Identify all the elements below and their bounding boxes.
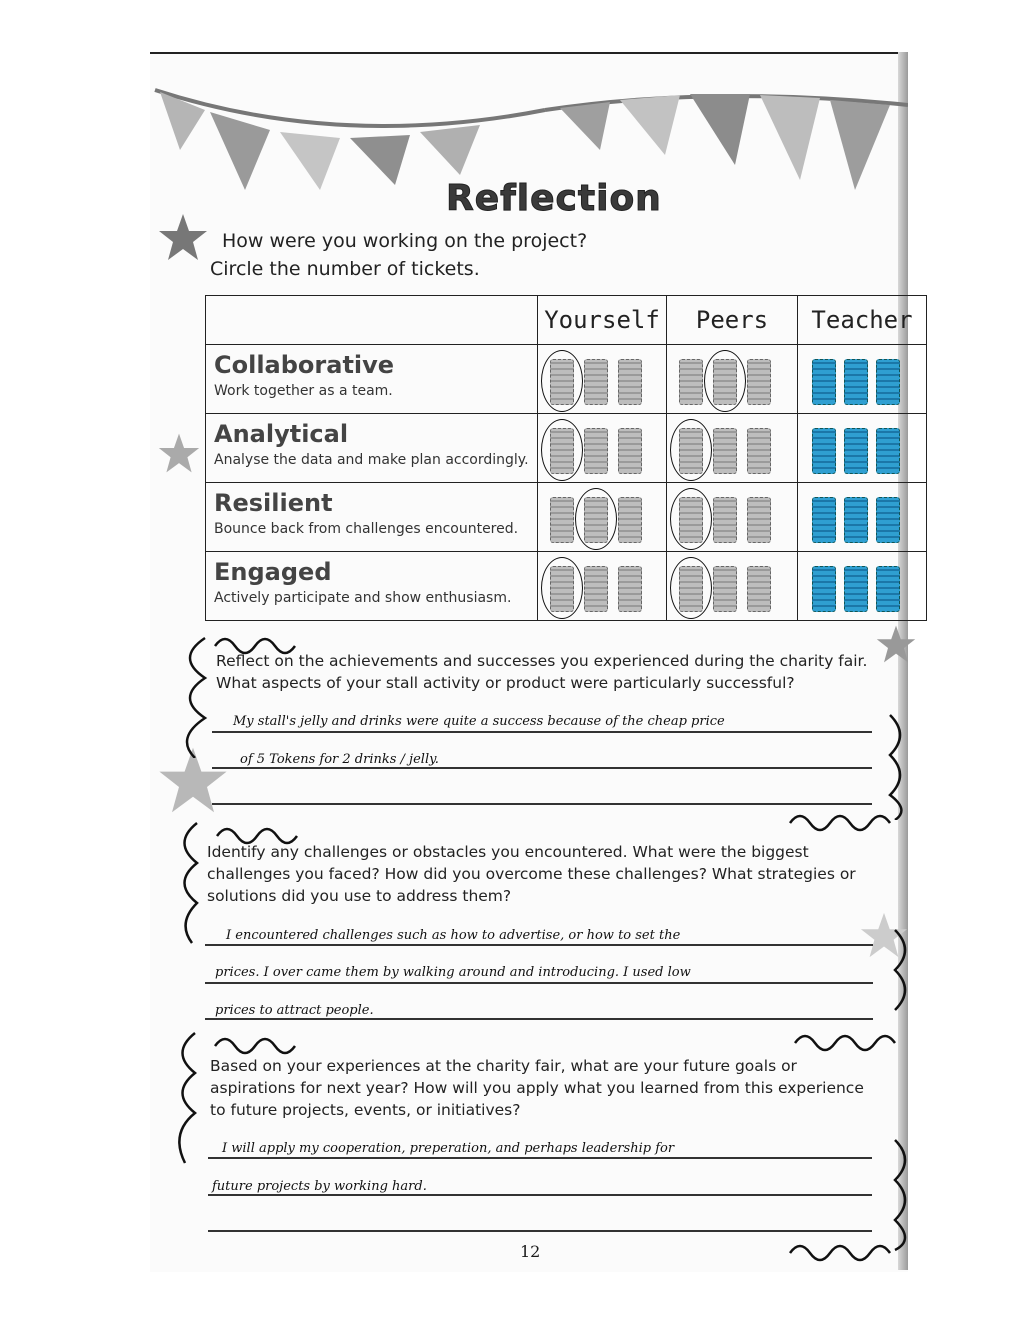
tickets-peers[interactable] xyxy=(667,552,798,621)
ticket-icon[interactable] xyxy=(876,359,900,405)
ticket-icon[interactable] xyxy=(747,566,771,612)
criterion-name: Collaborative xyxy=(214,351,395,379)
selection-circle xyxy=(670,557,712,619)
ticket-icon[interactable] xyxy=(747,359,771,405)
question-1-line-1: Reflect on the achievements and successes you experienced during the charity fair. xyxy=(216,652,868,670)
ticket-icon[interactable] xyxy=(876,497,900,543)
ticket-icon[interactable] xyxy=(618,497,642,543)
answer-3-line-2: future projects by working hard. xyxy=(212,1179,427,1194)
ticket-icon[interactable] xyxy=(618,566,642,612)
table-row xyxy=(206,345,927,414)
selection-circle xyxy=(541,419,583,481)
squiggle-decoration xyxy=(790,1028,910,1058)
table-row xyxy=(206,552,927,621)
question-3-line-1: Based on your experiences at the charity fair, what are your future goals or xyxy=(210,1057,797,1075)
ticket-icon[interactable] xyxy=(812,359,836,405)
tickets-teacher[interactable] xyxy=(798,552,927,621)
header-peers: Peers xyxy=(667,296,798,345)
ticket-icon[interactable] xyxy=(812,428,836,474)
criterion-desc: Work together as a team. xyxy=(214,383,393,399)
selection-circle xyxy=(575,488,617,550)
question-1-line-2: What aspects of your stall activity or product were particularly successful? xyxy=(216,674,795,692)
selection-circle xyxy=(704,350,746,412)
answer-line xyxy=(205,982,873,984)
answer-2-line-1: I encountered challenges such as how to advertise, or how to set the xyxy=(226,928,681,943)
ticket-icon[interactable] xyxy=(812,497,836,543)
page-title: Reflection xyxy=(446,178,662,219)
ticket-icon[interactable] xyxy=(812,566,836,612)
squiggle-decoration xyxy=(880,925,910,1025)
ticket-icon[interactable] xyxy=(584,566,608,612)
page-number: 12 xyxy=(520,1242,541,1261)
tickets-yourself[interactable] xyxy=(538,345,667,414)
answer-line xyxy=(212,803,872,805)
ticket-icon[interactable] xyxy=(584,359,608,405)
selection-circle xyxy=(670,419,712,481)
ticket-icon[interactable] xyxy=(747,428,771,474)
tickets-yourself[interactable] xyxy=(538,414,667,483)
tickets-teacher[interactable] xyxy=(798,345,927,414)
answer-1-line-2: of 5 Tokens for 2 drinks / jelly. xyxy=(240,752,439,767)
header-yourself: Yourself xyxy=(538,296,667,345)
tickets-peers[interactable] xyxy=(667,414,798,483)
criterion-name: Analytical xyxy=(214,420,349,448)
squiggle-decoration xyxy=(880,710,910,820)
ticket-icon[interactable] xyxy=(584,428,608,474)
squiggle-decoration xyxy=(785,1235,905,1265)
answer-line xyxy=(208,1230,872,1232)
selection-circle xyxy=(541,350,583,412)
star-icon xyxy=(158,432,200,474)
prompt-question: How were you working on the project? xyxy=(222,230,588,252)
ticket-icon[interactable] xyxy=(713,497,737,543)
answer-line xyxy=(212,731,872,733)
prompt-instruction: Circle the number of tickets. xyxy=(210,258,480,280)
table-corner xyxy=(206,296,538,345)
answer-2-line-2: prices. I over came them by walking around and introducing. I used low xyxy=(215,965,691,980)
ticket-icon[interactable] xyxy=(844,566,868,612)
answer-line xyxy=(212,767,872,769)
question-3-line-2: aspirations for next year? How will you apply what you learned from this experience xyxy=(210,1079,864,1097)
ticket-icon[interactable] xyxy=(876,566,900,612)
ticket-icon[interactable] xyxy=(618,359,642,405)
tickets-teacher[interactable] xyxy=(798,414,927,483)
ticket-icon[interactable] xyxy=(713,428,737,474)
star-icon xyxy=(876,620,916,668)
header-teacher: Teacher xyxy=(798,296,927,345)
question-2-line-1: Identify any challenges or obstacles you encountered. What were the biggest xyxy=(207,843,809,861)
tickets-yourself[interactable] xyxy=(538,552,667,621)
answer-line xyxy=(208,1194,872,1196)
star-icon xyxy=(158,212,208,262)
table-row xyxy=(206,414,927,483)
squiggle-decoration xyxy=(785,808,905,838)
selection-circle xyxy=(670,488,712,550)
selection-circle xyxy=(541,557,583,619)
ticket-icon[interactable] xyxy=(679,359,703,405)
ticket-icon[interactable] xyxy=(844,428,868,474)
answer-line xyxy=(205,1018,873,1020)
criterion-desc: Actively participate and show enthusiasm. xyxy=(214,590,512,606)
ticket-icon[interactable] xyxy=(876,428,900,474)
ticket-icon[interactable] xyxy=(550,497,574,543)
ticket-icon[interactable] xyxy=(844,497,868,543)
criterion-name: Engaged xyxy=(214,558,332,586)
question-2-line-2: challenges you faced? How did you overcome these challenges? What strategies or xyxy=(207,865,856,883)
table-row xyxy=(206,483,927,552)
ticket-icon[interactable] xyxy=(618,428,642,474)
self-assessment-table xyxy=(205,295,927,621)
answer-line xyxy=(208,1157,872,1159)
criterion-name: Resilient xyxy=(214,489,333,517)
question-3-line-3: to future projects, events, or initiatives? xyxy=(210,1101,521,1119)
ticket-icon[interactable] xyxy=(713,566,737,612)
answer-3-line-1: I will apply my cooperation, preperation, and perhaps leadership for xyxy=(222,1141,675,1156)
answer-1-line-1: My stall's jelly and drinks were quite a success because of the cheap price xyxy=(233,714,725,729)
tickets-peers[interactable] xyxy=(667,345,798,414)
criterion-desc: Bounce back from challenges encountered. xyxy=(214,521,519,537)
tickets-teacher[interactable] xyxy=(798,483,927,552)
tickets-peers[interactable] xyxy=(667,483,798,552)
ticket-icon[interactable] xyxy=(747,497,771,543)
tickets-yourself[interactable] xyxy=(538,483,667,552)
question-2-line-3: solutions did you use to address them? xyxy=(207,887,512,905)
ticket-icon[interactable] xyxy=(844,359,868,405)
criterion-desc: Analyse the data and make plan accordingly. xyxy=(214,452,529,468)
answer-line xyxy=(205,944,873,946)
answer-2-line-3: prices to attract people. xyxy=(215,1003,374,1018)
